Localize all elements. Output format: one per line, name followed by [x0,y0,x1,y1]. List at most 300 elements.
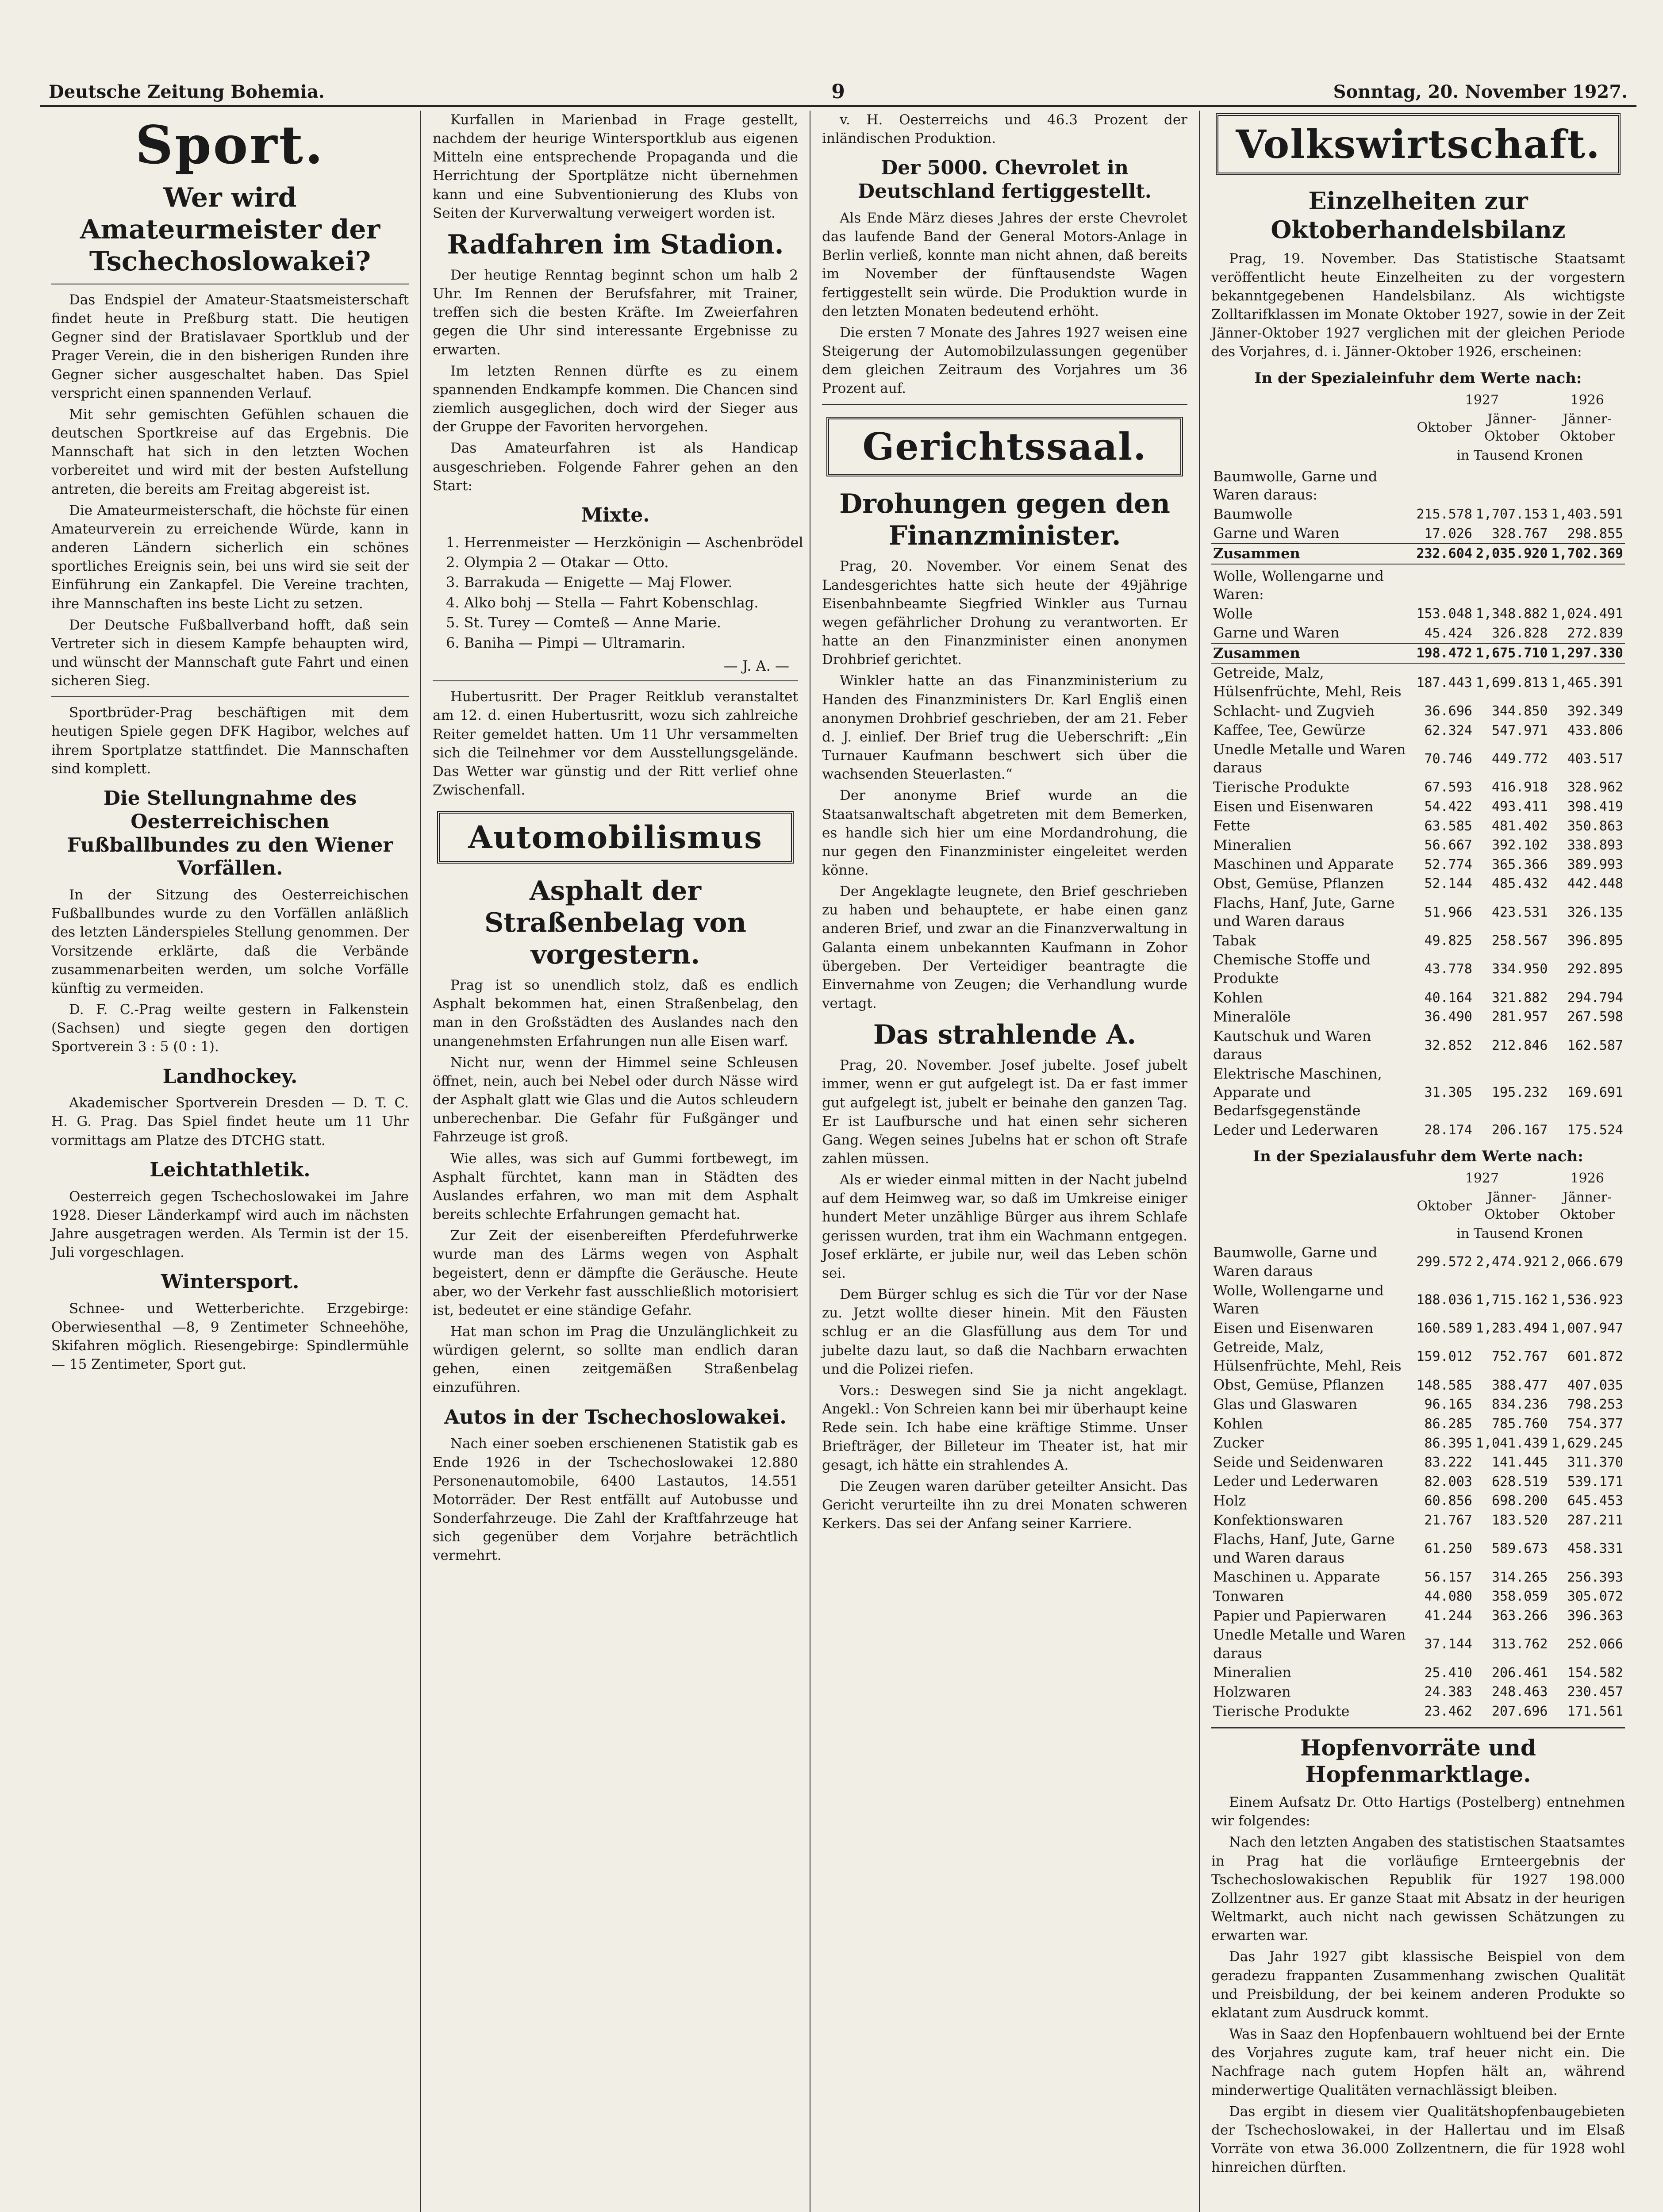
table-header: Jänner-Oktober [1484,411,1540,444]
table-row [1211,702,1625,721]
cell-value: 160.589 [1416,1320,1472,1336]
cell-value: 1,283.494 [1475,1320,1548,1336]
article-paragraph: Das Endspiel der Amateur-Staatsmeisterschaft findet heute in Preßburg statt. Die heutigen Gegner sind der Bratislavaer Sportklub und der Prager Verein, die in den bisherigen Runden ihre Gegner sicher ausgeschaltet haben. Das Spiel verspricht einen spannenden Verlauf. [51,292,409,401]
cell-value: 153.048 [1416,606,1472,622]
cell-value: 206.167 [1492,1122,1548,1138]
headline-amateurmeister: Wer wird Amateurmeister der Tschechoslowakei? [80,182,380,277]
row-label: Leder und Lederwaren [1213,1121,1379,1138]
cell-value: 388.477 [1492,1377,1548,1393]
cell-value: 52.774 [1424,856,1472,872]
cell-value: 311.370 [1567,1455,1623,1471]
article-paragraph: Hat man schon im Prag die Unzulänglichkeit zu würdigen gelernt, so sollte man endlich daran gehen, einen zeitgemäßen Straßenbelag einzuführen. [433,1323,798,1396]
list-item: 3. Barrakuda — Enigette — Maj Flower. [446,574,733,591]
table-row [1211,894,1625,931]
article-paragraph: Der anonyme Brief wurde an die Staatsanwaltschaft abgetreten mit dem Bemerken, es handle sich hier um eine Mordandrohung, die nur gegen den Finanzminister eingeleitet werden könne. [822,787,1187,878]
cell-value: 56.667 [1424,837,1472,853]
section-title-automobilismus: Automobilismus [437,811,794,864]
cell-value: 328.962 [1567,780,1623,795]
table-header-year: 1926 [1570,1171,1604,1187]
cell-value: 321.882 [1492,990,1548,1006]
table-header-year: 1927 [1465,1171,1499,1187]
row-label: Mineralöle [1213,1008,1291,1025]
cell-value: 86.395 [1424,1435,1472,1451]
row-label: Maschinen und Apparate [1213,856,1394,873]
cell-value: 1,297.330 [1549,643,1625,664]
cell-value: 396.363 [1567,1608,1623,1624]
cell-value: 24.383 [1424,1684,1472,1700]
article-paragraph: Die Zeugen waren darüber geteilter Ansicht. Das Gericht verurteilte ihn zu drei Monaten schweren Kerkers. Das sei der Anfang seiner Karriere. [822,1478,1187,1532]
cell-value: 1,715.162 [1475,1292,1548,1308]
cell-value [1474,465,1550,505]
article-paragraph: D. F. C.-Prag weilte gestern in Falkenstein (Sachsen) und siegte gegen den dortigen Sportverein 3 : 5 (0 : 1). [51,1002,409,1055]
cell-value: 272.839 [1567,625,1623,641]
row-label: Kaffee, Tee, Gewürze [1213,722,1366,739]
cell-value: 212.846 [1492,1037,1548,1053]
table-row [1211,1433,1625,1453]
table-row [1211,874,1625,894]
table-row [1211,1587,1625,1606]
article-paragraph: Hubertusritt. Der Prager Reitklub veranstaltet am 12. d. einen Hubertusritt, wozu sich zahlreiche Reiter gemeldet hatten. Um 11 Uhr versammelten sich die Teilnehmer vor dem Ausstellungsgelände. Das Wetter war günstig und der Ritt verlief ohne Zwischenfall. [433,689,798,799]
cell-value: 43.778 [1424,961,1472,977]
row-label: Obst, Gemüse, Pflanzen [1213,1376,1384,1394]
table-row [1211,778,1625,797]
row-label: Flachs, Hanf, Jute, Garne und Waren daraus [1213,894,1395,930]
table-row [1211,1319,1625,1338]
cell-value: 334.950 [1492,961,1548,977]
divider [1211,1727,1625,1728]
row-label: Tierische Produkte [1213,779,1350,796]
cell-value [1414,564,1474,604]
cell-value: 326.135 [1567,904,1623,920]
list-title: Mixte. [581,503,650,526]
article-paragraph: Die Amateurmeisterschaft, die höchste für einen Amateurverein zu erreichende Würde, kann in anderen Ländern sicherlich ein schönes sportliches Ereignis sein, bei uns wird sie seit der Einführung ein Zankapfel. Die Vereine trachten, ihre Mannschaften ins beste Licht zu setzen. [51,502,409,612]
row-label: Holz [1213,1492,1246,1509]
cell-value: 207.696 [1492,1703,1548,1719]
cell-value: 45.424 [1424,625,1472,641]
cell-value: 258.567 [1492,933,1548,949]
article-paragraph: Nach den letzten Angaben des statistischen Staatsamtes in Prag hat die vorläufige Ernteergebnis der Tschechoslowakischen Republik für 1927 198.000 Zollzentner aus. Er ganze Staat mit Absatz in der heurigen Weltmarkt, auch nicht nach gewissen Schätzungen zu erwarten war. [1211,1834,1625,1944]
cell-value: 51.966 [1424,904,1472,920]
subheading-autos-tschechoslowakei: Autos in der Tschechoslowakei. [444,1406,787,1429]
cell-value: 313.762 [1492,1636,1548,1652]
starter-list [446,533,803,653]
newspaper-name: Deutsche Zeitung Bohemia. [49,81,325,102]
subheading-landhockey: Landhockey. [162,1065,298,1088]
table-row [1211,1567,1625,1587]
row-label: Leder und Lederwaren [1213,1473,1379,1490]
headline-radfahren: Radfahren im Stadion. [447,229,784,260]
table-row [1211,1472,1625,1491]
row-label: Fette [1213,817,1251,834]
table-row [1211,505,1625,524]
cell-value: 183.520 [1492,1512,1548,1528]
cell-value: 31.305 [1424,1084,1472,1100]
cell-value: 267.598 [1567,1009,1623,1025]
table-row [1211,1243,1625,1281]
article-paragraph: Dem Bürger schlug es sich die Tür vor der Nase zu. Jetzt wollte dieser hinein. Mit den Fäusten schlug er an die Glasfüllung aus dem Tor und jubelte dazu laut, so daß die Nachbarn erwachten und die Polizei riefen. [822,1286,1187,1377]
cell-value: 1,702.369 [1549,544,1625,564]
row-label: Schlacht- und Zugvieh [1213,702,1375,719]
subheading-fussballbund: Die Stellungnahme des Oesterreichischen Fußballbundes zu den Wiener Vorfällen. [67,787,393,880]
cell-value: 403.517 [1567,751,1623,767]
row-label: Mineralien [1213,1664,1291,1681]
row-label: Mineralien [1213,836,1291,853]
row-label: Garne und Waren [1213,624,1340,641]
article-paragraph: In der Sitzung des Oesterreichischen Fußballbundes wurde zu den Vorfällen anläßlich des letzten Länderspieles Stellung genommen. Der Vorsitzende erklärte, daß die Verbände zusammenarbeiten werden, um solche Vorfälle künftig zu vermeiden. [51,887,409,996]
table-row [1211,1625,1625,1663]
column-radfahren-automobil [420,111,810,2212]
article-paragraph: Als er wieder einmal mitten in der Nacht jubelnd auf dem Heimweg war, so daß im Umkreise einiger hundert Meter unzählige Bürger aus ihrem Schlafe gerissen wurden, trat ihm ein Wachmann entgegen. Josef erklärte, er jubile nur, weil das Leben schön sei. [822,1172,1187,1281]
cell-value: 1,465.391 [1551,675,1623,691]
table-row [1211,1491,1625,1511]
headline-oktoberhandelsbilanz: Einzelheiten zur Oktoberhandelsbilanz [1271,187,1566,244]
cell-value: 154.582 [1567,1665,1623,1681]
cell-value: 36.696 [1424,703,1472,719]
cell-value: 481.402 [1492,818,1548,834]
cell-value: 52.144 [1424,876,1472,892]
cell-value: 442.448 [1567,876,1623,892]
table-title-ausfuhr: In der Spezialausfuhr dem Werte nach: [1253,1148,1583,1166]
cell-value: 1,403.591 [1551,507,1623,522]
list-item: 6. Baniha — Pimpi — Ultramarin. [446,634,686,651]
table-ausfuhr [1211,1169,1625,1721]
cell-value [1414,465,1474,505]
row-label: Kohlen [1213,989,1263,1006]
cell-value: 589.673 [1492,1541,1548,1557]
cell-value: 1,699.813 [1475,675,1548,691]
row-label: Elektrische Maschinen, Apparate und Bedarfsgegenstände [1213,1065,1382,1119]
table-row [1211,1375,1625,1395]
cell-value: 752.767 [1492,1349,1548,1365]
table-row [1211,1121,1625,1140]
headline-strahlende-a: Das strahlende A. [873,1019,1137,1051]
cell-value: 96.165 [1424,1397,1472,1413]
cell-value: 188.036 [1416,1292,1472,1308]
cell-value: 148.585 [1416,1377,1472,1393]
cell-value: 206.461 [1492,1665,1548,1681]
table-row [1211,1338,1625,1375]
list-item: 2. Olympia 2 — Otakar — Otto. [446,554,669,571]
table-row [1211,1511,1625,1530]
row-label: Wolle, Wollengarne und Waren [1213,1282,1384,1317]
divider [433,680,798,681]
cell-value: 41.244 [1424,1608,1472,1624]
article-paragraph: Im letzten Rennen dürfte es zu einem spannenden Endkampfe kommen. Die Chancen sind ziemlich ausgeglichen, doch wird der Sieger aus der Gruppe der Favoriten hervorgehen. [433,363,798,435]
table-row [1211,1395,1625,1414]
cell-value: 358.059 [1492,1589,1548,1605]
cell-value: 187.443 [1416,675,1472,691]
row-label: Wolle [1213,605,1253,622]
row-label: Eisen und Eisenwaren [1213,798,1374,815]
cell-value: 248.463 [1492,1684,1548,1700]
cell-value: 232.604 [1414,544,1474,564]
table-row [1211,1281,1625,1319]
column-gerichtssaal [810,111,1199,2212]
masthead [40,79,1636,107]
table-row [1211,524,1625,544]
cell-value: 63.585 [1424,818,1472,834]
cell-value: 49.825 [1424,933,1472,949]
row-label: Tabak [1213,932,1256,949]
cell-value: 195.232 [1492,1084,1548,1100]
table-header: Oktober [1417,1198,1472,1214]
cell-value: 67.593 [1424,780,1472,795]
row-label: Baumwolle [1213,505,1293,522]
row-label: Obst, Gemüse, Pflanzen [1213,875,1384,892]
cell-value: 281.957 [1492,1009,1548,1025]
article-paragraph: Kurfallen in Marienbad in Frage gestellt, nachdem der heurige Wintersportklub aus eigenen Mitteln eine entsprechende Propaganda und die Herrichtung der Sportplätze nicht übernehmen kann und eine Subventionierung des Klubs von Seiten der Kurverwaltung verweigert worden ist. [433,112,798,221]
cell-value: 299.572 [1416,1254,1472,1270]
cell-value: 539.171 [1567,1474,1623,1490]
article-paragraph: Das Jahr 1927 gibt klassische Beispiel von dem geradezu frappanten Zusammenhang zwischen Qualität und Preisbildung, der bei keinem anderen Produkte so eklatant zum Ausdruck kommt. [1211,1949,1625,2021]
table-row [1211,544,1625,564]
article-paragraph: Nach einer soeben erschienenen Statistik gab es Ende 1926 in der Tschechoslowakei 12.880 Personenautomobile, 6400 Lastautos, 14.551 Motorräder. Der Rest entfällt auf Autobusse und Sonderfahrzeuge. Die Zahl der Kraftfahrzeuge hat sich gegenüber dem Vorjahre beträchtlich vermehrt. [433,1436,798,1564]
article-paragraph: Was in Saaz den Hopfenbauern wohltuend bei der Ernte des Vorjahres zugute kam, traf heuer nicht ein. Die Nachfrage nach gutem Hopfen hält an, während minderwertige Qualitäten vernachlässigt bleiben. [1211,2026,1625,2098]
row-label: Baumwolle, Garne und Waren daraus: [1213,468,1378,503]
table-row [1211,1414,1625,1434]
cell-value: 287.211 [1567,1512,1623,1528]
column-volkswirtschaft [1199,111,1636,2212]
article-paragraph: Das Amateurfahren ist als Handicap ausgeschrieben. Folgende Fahrer gehen an den Start: [433,440,798,494]
article-paragraph: Prag, 20. November. Vor einem Senat des Landesgerichtes hatte sich heute der 49jährige Eisenbahnbeamte Siegfried Winkler aus Turnau wegen gefährlicher Drohung zu verantworten. Er hatte an den Finanzminister einen anonymen Drohbrief gerichtet. [822,558,1187,668]
cell-value: 645.453 [1567,1493,1623,1509]
subheading-chevrolet: Der 5000. Chevrolet in Deutschland fertiggestellt. [857,157,1152,203]
table-row [1211,931,1625,951]
table-row [1211,950,1625,988]
cell-value: 60.856 [1424,1493,1472,1509]
table-einfuhr [1211,391,1625,1140]
cell-value: 82.003 [1424,1474,1472,1490]
table-row [1211,836,1625,855]
cell-value: 62.324 [1424,722,1472,738]
cell-value: 1,007.947 [1551,1320,1623,1336]
row-label: Garne und Waren [1213,525,1340,542]
table-header-unit: in Tausend Kronen [1456,1226,1583,1242]
article-paragraph: Als Ende März dieses Jahres der erste Chevrolet das laufende Band der General Motors-Anlage in Berlin verließ, konnte man nicht ahnen, daß bereits im November der fünftausendste Wagen fertiggestellt sein würde. Die Produktion wurde in den letzten Monaten bedeutend erhöht. [822,210,1187,319]
table-header: Jänner-Oktober [1484,1190,1540,1223]
cell-value: 1,675.710 [1474,643,1550,664]
cell-value [1549,465,1625,505]
table-header-year: 1927 [1465,392,1499,408]
article-paragraph: Mit sehr gemischten Gefühlen schauen die deutschen Sportkreise auf das Ergebnis. Die Mannschaft hat sich in den letzten Wochen vorbereitet und wird mit der besten Aufstellung antreten, die bereits am Freitag abgereist ist. [51,406,409,497]
cell-value [1474,564,1550,604]
table-title-einfuhr: In der Spezialeinfuhr dem Werte nach: [1254,369,1582,387]
cell-value: 25.410 [1424,1665,1472,1681]
cell-value: 141.445 [1492,1455,1548,1471]
cell-value: 198.472 [1414,643,1474,664]
table-row [1211,740,1625,778]
divider [822,404,1187,405]
cell-value: 292.895 [1567,961,1623,977]
cell-value: 601.872 [1567,1349,1623,1365]
cell-value: 162.587 [1567,1037,1623,1053]
cell-value: 169.691 [1567,1084,1623,1100]
table-header-unit: in Tausend Kronen [1456,447,1583,463]
article-paragraph: Prag, 20. November. Josef jubelte. Josef jubelt immer, wenn er gut aufgelegt ist. Da er fast immer gut aufgelegt ist, jubelt er beinahe den ganzen Tag. Er ist Laufbursche und hat einen sehr sicheren Gang. Wegen seines Jubelns hat er schon oft Strafe zahlen müssen. [822,1057,1187,1167]
cell-value: 785.760 [1492,1416,1548,1432]
cell-value: 423.531 [1492,904,1548,920]
cell-value: 252.066 [1567,1636,1623,1652]
table-header: Jänner-Oktober [1559,1190,1615,1223]
section-title-volkswirtschaft: Volkswirtschaft. [1216,113,1621,175]
row-label: Getreide, Malz, Hülsenfrüchte, Mehl, Reis [1213,664,1402,700]
section-title-sport: Sport. [135,114,325,176]
list-item: 1. Herrenmeister — Herzkönigin — Aschenbrödel [446,534,803,551]
cell-value: 1,536.923 [1551,1292,1623,1308]
article-paragraph: Einem Aufsatz Dr. Otto Hartigs (Postelberg) entnehmen wir folgendes: [1211,1794,1625,1829]
cell-value: 365.366 [1492,856,1548,872]
cell-value: 28.174 [1424,1122,1472,1138]
cell-value: 485.432 [1492,876,1548,892]
cell-value: 396.895 [1567,933,1623,949]
list-item: 4. Alko bohj — Stella — Fahrt Kobenschlag. [446,594,759,611]
article-paragraph: v. H. Oesterreichs und 46.3 Prozent der inländischen Produktion. [822,112,1187,147]
row-label: Unedle Metalle und Waren daraus [1213,741,1406,776]
cell-value: 298.855 [1567,526,1623,541]
article-paragraph: Oesterreich gegen Tschechoslowakei im Jahre 1928. Dieser Länderkampf wird auch im nächsten Jahre ausgetragen werden. Als Termin ist der 15. Juli vorgeschlagen. [51,1188,409,1261]
row-label: Kohlen [1213,1415,1263,1432]
subheading-wintersport: Wintersport. [161,1271,300,1294]
headline-drohungen: Drohungen gegen den Finanzminister. [839,488,1170,552]
cell-value: 21.767 [1424,1512,1472,1528]
cell-value: 86.285 [1424,1416,1472,1432]
cell-value: 344.850 [1492,703,1548,719]
cell-value: 36.490 [1424,1009,1472,1025]
cell-value: 433.806 [1567,722,1623,738]
article-paragraph: Der Angeklagte leugnete, den Brief geschrieben zu haben und behauptete, er habe einen ganz anderen Brief, und zwar an die Finanzverwaltung in Galanta einem unbekannten Kaufmann in Zohor übergeben. Der Verteidiger beantragte die Einvernahme von Zeugen; die Verhandlung wurde vertagt. [822,883,1187,1012]
table-row [1211,663,1625,701]
table-row [1211,623,1625,643]
table-row [1211,797,1625,817]
cell-value: 698.200 [1492,1493,1548,1509]
cell-value: 834.236 [1492,1397,1548,1413]
table-row [1211,643,1625,664]
cell-value: 1,348.882 [1475,606,1548,622]
article-paragraph: Prag, 19. November. Das Statistische Staatsamt veröffentlicht heute Einzelheiten zu der vorgestern bekanntgegebenen Handelsbilanz. Als wichtigste Zolltarifklassen im Monate Oktober 1927, sowie in der Zeit Jänner-Oktober 1927 verglichen mit der gleichen Periode des Vorjahres, d. i. Jänner-Oktober 1926, erscheinen: [1211,250,1625,360]
cell-value: 83.222 [1424,1455,1472,1471]
page-number: 9 [831,81,845,103]
article-paragraph: Sportbrüder-Prag beschäftigen mit dem heutigen Spiele gegen DFK Hagibor, welches auf ihrem Sportplatze stattfindet. Die Mannschaften sind komplett. [51,705,409,777]
article-paragraph: Nicht nur, wenn der Himmel seine Schleusen öffnet, nein, auch bei Nebel oder durch Nässe wird der Asphalt glatt wie Glas und die Autos schleudern unberechenbar. Die Gefahr für Fußgänger und Fahrzeuge ist groß. [433,1054,798,1145]
cell-value: 798.253 [1567,1397,1623,1413]
cell-value: 350.863 [1567,818,1623,834]
cell-value: 2,035.920 [1474,544,1550,564]
cell-value: 1,024.491 [1551,606,1623,622]
article-paragraph: Vors.: Deswegen sind Sie ja nicht angeklagt. Angekl.: Von Schreien kann bei mir überhaupt keine Rede sein. Ich habe eine kräftige Stimme. Unser Briefträger, der Billeteur im Theater ist, hat mir gesagt, ich hätte ein strahlendes A. [822,1382,1187,1473]
row-label: Papier und Papierwaren [1213,1607,1386,1624]
table-row [1211,1606,1625,1626]
table-row [1211,816,1625,836]
article-paragraph: Der Deutsche Fußballverband hofft, daß sein Vertreter sich in diesem Kampfe behaupten wird, und wünscht der Mannschaft gute Fahrt und einen sicheren Sieg. [51,617,409,689]
cell-value: 389.993 [1567,856,1623,872]
cell-value: 61.250 [1424,1541,1472,1557]
cell-value: 159.012 [1416,1349,1472,1365]
cell-value: 256.393 [1567,1569,1623,1585]
table-row [1211,1702,1625,1721]
row-label: Wolle, Wollengarne und Waren: [1213,567,1384,603]
table-header: Oktober [1417,420,1472,436]
article-paragraph: Prag ist so unendlich stolz, daß es endlich Asphalt bekommen hat, einen Straßenbelag, den man in den Großstädten des Auslandes nach den unangenehmsten Erfahrungen nun alle Eisen warf. [433,977,798,1049]
table-row [1211,1007,1625,1027]
cell-value: 2,066.679 [1551,1254,1623,1270]
cell-value: 326.828 [1492,625,1548,641]
row-label: Tonwaren [1213,1588,1284,1605]
row-label: Maschinen u. Apparate [1213,1568,1380,1586]
cell-value: 175.524 [1567,1122,1623,1138]
cell-value: 628.519 [1492,1474,1548,1490]
cell-value: 314.265 [1492,1569,1548,1585]
row-label: Glas und Glaswaren [1213,1396,1357,1413]
cell-value: 392.102 [1492,837,1548,853]
cell-value: 294.794 [1567,990,1623,1006]
table-row [1211,564,1625,604]
cell-value: 56.157 [1424,1569,1472,1585]
subheading-leichtathletik: Leichtathletik. [150,1158,311,1181]
cell-value: 363.266 [1492,1608,1548,1624]
cell-value: 407.035 [1567,1377,1623,1393]
row-label: Kautschuk und Waren daraus [1213,1027,1371,1063]
cell-value: 23.462 [1424,1703,1472,1719]
article-paragraph: Schnee- und Wetterberichte. Erzgebirge: Oberwiesenthal —8, 9 Zentimeter Schneehöhe, Skifahren möglich. Riesengebirge: Spindlermühle — 15 Zentimeter, Sport gut. [51,1300,409,1373]
table-row [1211,465,1625,505]
row-label: Zucker [1213,1434,1264,1452]
cell-value: 70.746 [1424,751,1472,767]
table-row [1211,855,1625,874]
table-header-year: 1926 [1570,392,1604,408]
table-row [1211,721,1625,740]
cell-value: 493.411 [1492,799,1548,814]
cell-value: 449.772 [1492,751,1548,767]
article-paragraph: Winkler hatte an das Finanzministerium zu Handen des Finanzministers Dr. Karl Engliš einen anonymen Drohbrief geschrieben, der am 21. Feber d. J. einlief. Der Brief trug die Ueberschrift: „Ein Turnauer Kaufmann beschwert sich über die wachsenden Steuerlasten.“ [822,673,1187,783]
table-header: Jänner-Oktober [1559,411,1615,444]
cell-value: 398.419 [1567,799,1623,814]
table-row [1211,1453,1625,1472]
table-row [1211,1663,1625,1682]
cell-value: 2,474.921 [1475,1254,1548,1270]
cell-value: 458.331 [1567,1541,1623,1557]
article-paragraph: Akademischer Sportverein Dresden — D. T. C. H. G. Prag. Das Spiel findet heute um 11 Uhr vormittags am Platze des DTCHG statt. [51,1095,409,1148]
issue-date: Sonntag, 20. November 1927. [1333,81,1628,102]
cell-value: 338.893 [1567,837,1623,853]
cell-value: 215.578 [1416,507,1472,522]
row-label: Holzwaren [1213,1683,1291,1700]
cell-value: 32.852 [1424,1037,1472,1053]
row-label: Eisen und Eisenwaren [1213,1319,1374,1336]
cell-value: 416.918 [1492,780,1548,795]
author-signature: — J. A. — [723,657,789,675]
cell-value: 40.164 [1424,990,1472,1006]
table-row [1211,1064,1625,1121]
cell-value: 328.767 [1492,526,1548,541]
row-label: Seide und Seidenwaren [1213,1453,1383,1471]
table-row [1211,1682,1625,1702]
cell-value: 171.561 [1567,1703,1623,1719]
row-label: Getreide, Malz, Hülsenfrüchte, Mehl, Reis [1213,1339,1402,1374]
cell-value: 754.377 [1567,1416,1623,1432]
article-paragraph: Der heutige Renntag beginnt schon um halb 2 Uhr. Im Rennen der Berufsfahrer, mit Trainer, treffen sich die besten Kräfte. Im Zweierfahren gegen die Uhr sind interessante Ergebnisse zu erwarten. [433,267,798,358]
headline-asphalt: Asphalt der Straßenbelag von vorgestern. [484,876,747,971]
cell-value: 54.422 [1424,799,1472,814]
cell-value: 1,707.153 [1475,507,1548,522]
table-row [1211,1027,1625,1064]
cell-value: 392.349 [1567,703,1623,719]
divider [51,696,409,697]
article-paragraph: Zur Zeit der eisenbereiften Pferdefuhrwerke wurde man des Lärms wegen von Asphalt begeistert, denn er dämpfte die Geräusche. Heute aber, wo der Verkehr fast ausschließlich motorisiert ist, bedeutet er eine ständige Gefahr. [433,1228,798,1318]
cell-value: 17.026 [1424,526,1472,541]
row-label: Chemische Stoffe und Produkte [1213,951,1371,987]
table-row [1211,1530,1625,1567]
cell-value: 230.457 [1567,1684,1623,1700]
